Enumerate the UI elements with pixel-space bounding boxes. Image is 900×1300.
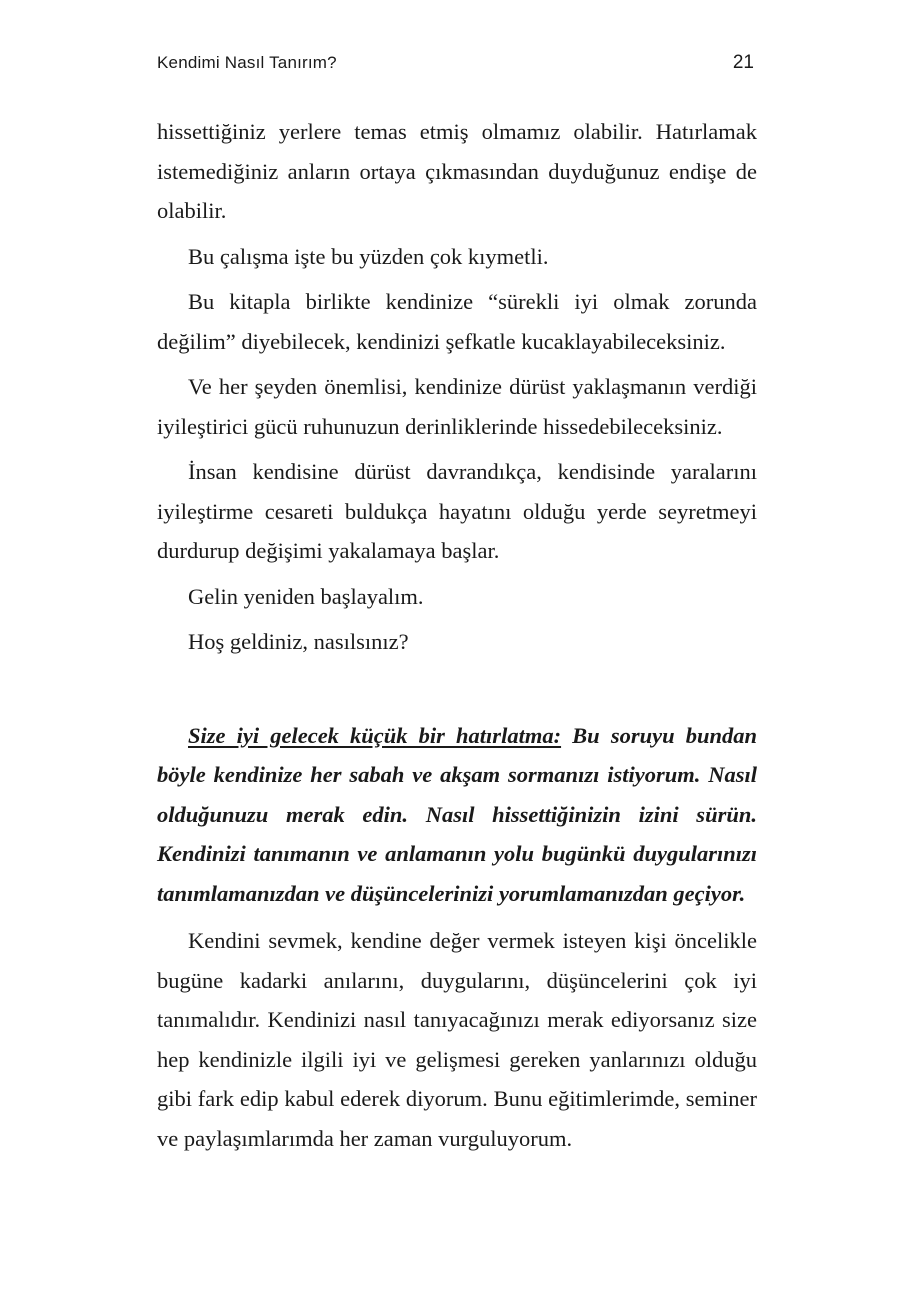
page-number: 21 [732,52,754,73]
paragraph: Gelin yeniden başlayalım. [188,583,424,609]
paragraph: İnsan kendisine dürüst davrandıkça, kendisinde yaralarını iyileştirme cesareti buldukça hayatını olduğu yerde seyretmeyi durdurup değişimi yakalamaya başlar. [157,459,757,563]
closing-paragraph: Kendini sevmek, kendine değer vermek isteyen kişi öncelikle bugüne kadarki anılarını, duygularını, düşüncelerini çok iyi tanımalıdır. Kendinizi nasıl tanıyacağınızı merak ediyorsanız size hep kendinizle ilgili iyi ve gelişmesi gereken yanlarınızı olduğu gibi fark edip kabul ederek diyorum. Bunu eğitimlerimde, seminer ve paylaşımlarımda her zaman vurguluyorum. [157,928,757,1151]
paragraph-continuation: hissettiğiniz yerlere temas etmiş olmamız olabilir. Hatırlamak istemediğiniz anların ortaya çıkmasından duyduğunuz endişe de olabilir. [157,119,757,223]
paragraph: Bu kitapla birlikte kendinize “sürekli iyi olmak zorunda değilim” diyebilecek, kendinizi şefkatle kucaklayabileceksiniz. [157,289,757,354]
reminder-callout [157,716,757,914]
running-head-title: Kendimi Nasıl Tanırım? [157,53,337,72]
reminder-text: Bu soruyu bundan böyle kendinize her sabah ve akşam sormanızı istiyorum. Nasıl olduğunuzu merak edin. Nasıl hissettiğinizin izini sürün. Kendinizi tanımanın ve anlamanın yolu bugünkü duygularınızı tanımlamanızdan ve düşüncelerinizi yorumlamanızdan geçiyor. [157,722,757,906]
paragraph: Hoş geldiniz, nasılsınız? [188,629,409,654]
body-text [157,112,757,1164]
reminder-lead: Size iyi gelecek küçük bir hatırlatma: [188,722,562,748]
paragraph: Ve her şeyden önemlisi, kendinize dürüst yaklaşmanın verdiği iyileştirici gücü ruhunuzun derinliklerinde hissedebileceksiniz. [157,374,757,439]
paragraph: Bu çalışma işte bu yüzden çok kıymetli. [188,243,549,269]
